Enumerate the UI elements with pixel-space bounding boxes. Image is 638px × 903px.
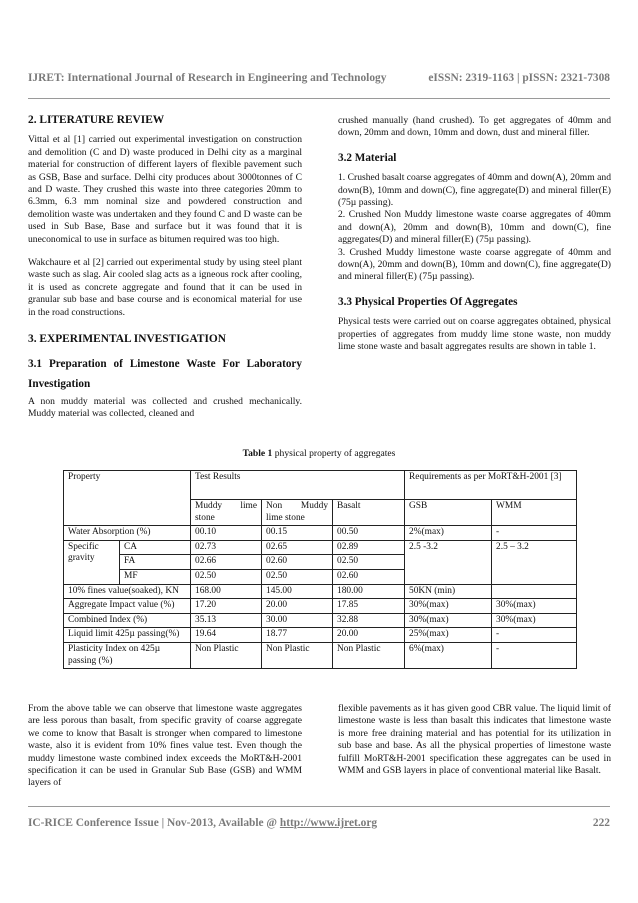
page-number: 222: [592, 817, 610, 829]
physical-properties-table: [63, 470, 577, 669]
cell-non-muddy: 00.15: [262, 526, 333, 541]
table-caption-text: physical property of aggregates: [272, 448, 396, 459]
bottom-right-column: [338, 703, 611, 777]
cell-muddy: 02.66: [191, 555, 262, 570]
cell-basalt: 02.89: [333, 540, 405, 555]
cell-non-muddy: 02.65: [262, 540, 333, 555]
cell-non-muddy: 18.77: [262, 628, 333, 643]
cell-wmm: 2.5 – 3.2: [492, 540, 577, 584]
cell-wmm: [492, 584, 577, 599]
table-header-row: [64, 471, 577, 500]
header-wmm: WMM: [492, 500, 577, 526]
cell-basalt: 00.50: [333, 526, 405, 541]
paragraph-collection: A non muddy material was collected and crushed mechanically. Muddy material was collected, cleaned and: [28, 395, 302, 419]
footer-rule: [28, 806, 610, 807]
paragraph-wakchaure: Wakchaure et al [2] carried out experimental study by using steel plant waste such as slag. Air cooled slag acts as a igneous rock after cooling, it is used as concrete aggregate and found that it can be used in granular sub base and base course and is economical material for use in the road constructions.: [28, 257, 302, 318]
header-gsb: GSB: [405, 500, 492, 526]
cell-wmm: 30%(max): [492, 599, 577, 614]
cell-non-muddy: 30.00: [262, 613, 333, 628]
cell-wmm: 30%(max): [492, 613, 577, 628]
left-column: [28, 114, 302, 420]
cell-muddy: 00.10: [191, 526, 262, 541]
journal-link[interactable]: http://www.ijret.org: [279, 817, 378, 829]
cell-non-muddy: 145.00: [262, 584, 333, 599]
table-row: [64, 613, 577, 628]
material-item-muddy: 3. Crushed Muddy limestone waste coarse aggregate of 40mm and down(A), 20mm and down(B), 10mm and down(C), fine aggregate(D) and mineral filler(E) (75µ passing).: [338, 246, 611, 283]
subsection-heading-physical: 3.3 Physical Properties Of Aggregates: [338, 295, 518, 308]
paragraph-physical-tests: Physical tests were carried out on coarse aggregates obtained, physical properties of aggregates from muddy lime stone waste, non muddy lime stone waste and basalt aggregates results are shown in table 1.: [338, 316, 611, 353]
cell-wmm: -: [492, 642, 577, 668]
table-row: [64, 540, 577, 555]
material-item-basalt: 1. Crushed basalt coarse aggregates of 40mm and down(A), 20mm and down(B), 10mm and down(C), fine aggregate(D) and mineral filler(E) (75µ passing).: [338, 172, 611, 209]
bottom-left-column: [28, 703, 302, 790]
running-header: [28, 72, 610, 84]
right-column: [338, 115, 611, 354]
section-heading-literature: 2. LITERATURE REVIEW: [28, 114, 165, 126]
cell-gsb: 50KN (min): [405, 584, 492, 599]
header-rule: [28, 98, 610, 99]
row-label: 10% fines value(soaked), KN: [64, 584, 191, 599]
cell-basalt: 180.00: [333, 584, 405, 599]
header-requirements: Requirements as per MoRT&H-2001 [3]: [405, 471, 577, 500]
table-caption: [0, 448, 638, 459]
journal-title: IJRET: International Journal of Research in Engineering and Technology: [28, 72, 387, 84]
row-sublabel: CA: [120, 540, 191, 555]
row-label: Water Absorption (%): [64, 526, 191, 541]
subsection-heading-preparation: 3.1 Preparation of Limestone Waste For Laboratory Investigation: [28, 357, 302, 390]
cell-muddy: 02.50: [191, 569, 262, 584]
subsection-heading-material: 3.2 Material: [338, 151, 397, 164]
cell-basalt: 02.50: [333, 555, 405, 570]
row-label: Aggregate Impact value (%): [64, 599, 191, 614]
table-row: [64, 642, 577, 668]
issn: eISSN: 2319-1163 | pISSN: 2321-7308: [428, 72, 610, 84]
material-item-non-muddy: 2. Crushed Non Muddy limestone waste coarse aggregates of 40mm and down(A), 20mm and down(B), 10mm and down(C), fine aggregates(D) and mineral filler(E) (75µ passing).: [338, 209, 611, 246]
cell-muddy: 17.20: [191, 599, 262, 614]
cell-muddy: Non Plastic: [191, 642, 262, 668]
cell-basalt: Non Plastic: [333, 642, 405, 668]
conference-info: IC-RICE Conference Issue | Nov-2013, Available @: [28, 817, 280, 829]
cell-gsb: 2%(max): [405, 526, 492, 541]
table-caption-label: Table 1: [242, 448, 273, 459]
header-basalt: Basalt: [333, 500, 405, 526]
cell-gsb: 30%(max): [405, 599, 492, 614]
cell-wmm: -: [492, 526, 577, 541]
header-test-results: Test Results: [191, 471, 405, 500]
table-row: [64, 599, 577, 614]
row-sublabel: MF: [120, 569, 191, 584]
cell-muddy: 35.13: [191, 613, 262, 628]
table-row: [64, 584, 577, 599]
section-heading-experimental: 3. EXPERIMENTAL INVESTIGATION: [28, 333, 226, 346]
cell-non-muddy: Non Plastic: [262, 642, 333, 668]
row-label: Plasticity Index on 425µ passing (%): [64, 642, 191, 668]
row-sublabel: FA: [120, 555, 191, 570]
cell-non-muddy: 20.00: [262, 599, 333, 614]
cell-muddy: 168.00: [191, 584, 262, 599]
cell-gsb: 30%(max): [405, 613, 492, 628]
cell-gsb: 6%(max): [405, 642, 492, 668]
table-row: [64, 526, 577, 541]
paragraph-continued: crushed manually (hand crushed). To get aggregates of 40mm and down, 20mm and down, 10mm and down, dust and mineral filler.: [338, 115, 611, 139]
cell-muddy: 02.73: [191, 540, 262, 555]
cell-non-muddy: 02.60: [262, 555, 333, 570]
header-muddy: Muddy lime stone: [191, 500, 262, 526]
table-row: [64, 628, 577, 643]
cell-gsb: 25%(max): [405, 628, 492, 643]
header-non-muddy: Non Muddy lime stone: [262, 500, 333, 526]
row-label-specific-gravity: Specific gravity: [64, 540, 120, 584]
row-label: Liquid limit 425µ passing(%): [64, 628, 191, 643]
cell-muddy: 19.64: [191, 628, 262, 643]
cell-non-muddy: 02.50: [262, 569, 333, 584]
cell-basalt: 17.85: [333, 599, 405, 614]
cell-wmm: -: [492, 628, 577, 643]
paragraph-conclusion: flexible pavements as it has given good CBR value. The liquid limit of limestone waste is less than basalt this indicates that limestone waste is more free draining material and has potential for its utilization in sub base and base. As all the physical properties of limestone waste fulfill MoRT&H-2001 specification these aggregates can be used in WMM and GSB layers in place of conventional material like Basalt.: [338, 703, 611, 777]
cell-gsb: 2.5 -3.2: [405, 540, 492, 584]
cell-basalt: 02.60: [333, 569, 405, 584]
header-property: Property: [64, 471, 191, 526]
paragraph-vittal: Vittal et al [1] carried out experimental investigation on construction and demolition (C and D) waste produced in Delhi city as a marginal material for construction of different layers of flexible pavement such as GSB, Base and surface. Delhi city produces about 3000tonnes of C and D waste. They crushed this waste into three categories 20mm to 6.3mm, 6.3 mm nominal size and powdered construction and demolition waste was undertaken and they found C and D waste can be used in Sub Base, Base and surface but it was found that it is uneconomical to use in surface as bitumen required was too high.: [28, 134, 302, 245]
row-label: Combined Index (%): [64, 613, 191, 628]
cell-basalt: 20.00: [333, 628, 405, 643]
paragraph-table-discussion: From the above table we can observe that limestone waste aggregates are less porous than basalt, from specific gravity of coarse aggregate we come to know that Basalt is stronger when compared to limestone waste, also it is evident from 10% fines value test. Even though the muddy limestone waste combined index exceeds the MoRT&H-2001 specification it can be used in Granular Sub Base (GSB) and WMM layers of: [28, 703, 302, 789]
running-footer: [28, 817, 377, 829]
cell-basalt: 32.88: [333, 613, 405, 628]
